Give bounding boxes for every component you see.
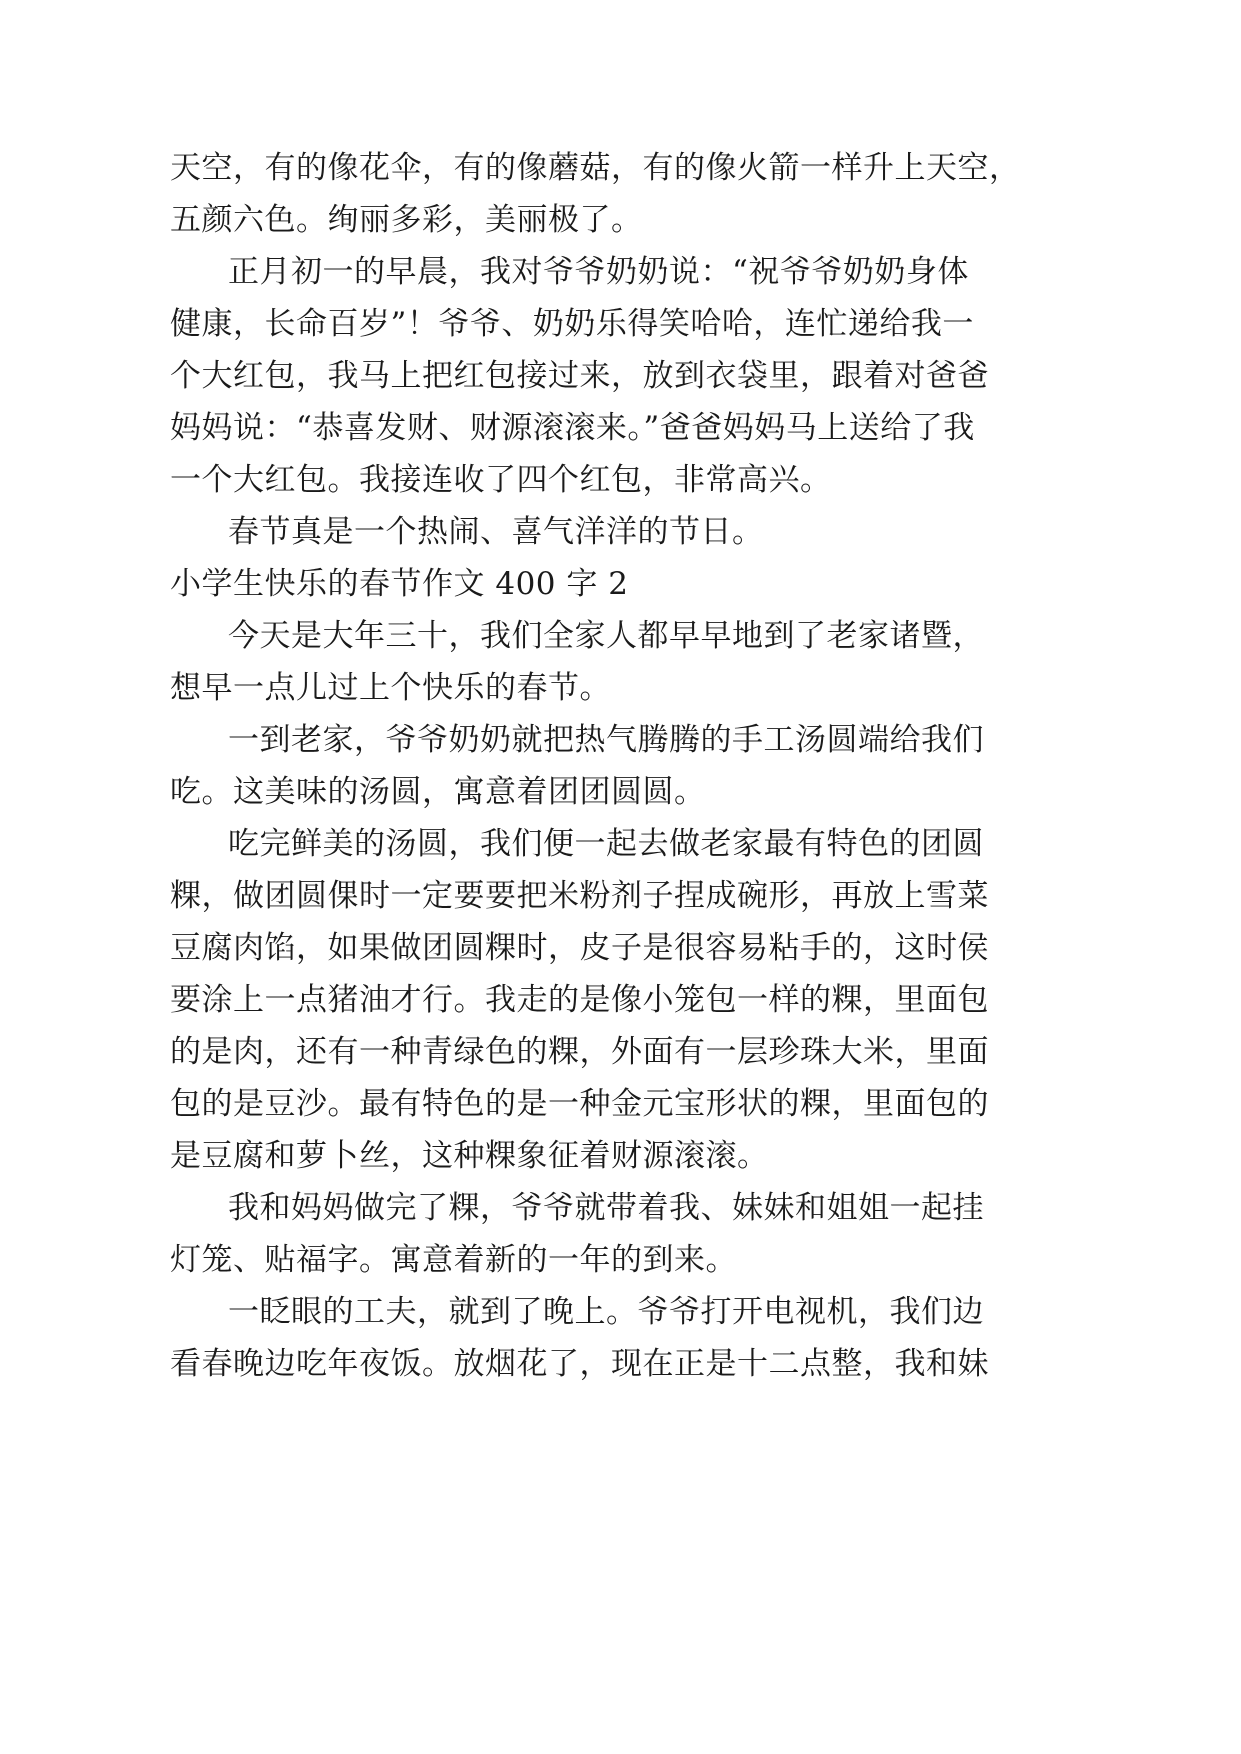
- body-text-line: 看春晚边吃年夜饭。放烟花了，现在正是十二点整，我和妹: [170, 1346, 989, 1382]
- body-text-line: 妈妈说：“恭喜发财、财源滚滚来。”爸爸妈妈马上送给了我: [170, 410, 975, 446]
- paragraph-first-line: 我和妈妈做完了粿，爷爷就带着我、妹妹和姐姐一起挂: [228, 1190, 984, 1226]
- body-text-line: 包的是豆沙。最有特色的是一种金元宝形状的粿，里面包的: [170, 1086, 989, 1122]
- paragraph-first-line: 春节真是一个热闹、喜气洋洋的节日。: [228, 514, 764, 550]
- body-text-line: 健康，长命百岁”！爷爷、奶奶乐得笑哈哈，连忙递给我一: [170, 306, 974, 342]
- body-text-line: 想早一点儿过上个快乐的春节。: [170, 670, 611, 706]
- body-text-line: 豆腐肉馅，如果做团圆粿时，皮子是很容易粘手的，这时侯: [170, 930, 989, 966]
- paragraph-first-line: 今天是大年三十，我们全家人都早早地到了老家诸暨，: [228, 618, 984, 654]
- body-text-line: 的是肉，还有一种青绿色的粿，外面有一层珍珠大米，里面: [170, 1034, 989, 1070]
- paragraph-first-line: 一到老家，爷爷奶奶就把热气腾腾的手工汤圆端给我们: [228, 722, 984, 758]
- body-text-line: 吃。这美味的汤圆，寓意着团团圆圆。: [170, 774, 706, 810]
- paragraph-first-line: 一眨眼的工夫，就到了晚上。爷爷打开电视机，我们边: [228, 1294, 984, 1330]
- body-text-line: 一个大红包。我接连收了四个红包，非常高兴。: [170, 462, 832, 498]
- paragraph-first-line: 吃完鲜美的汤圆，我们便一起去做老家最有特色的团圆: [228, 826, 984, 862]
- body-text-line: 灯笼、贴福字。寓意着新的一年的到来。: [170, 1242, 737, 1278]
- body-text-line: 天空，有的像花伞，有的像蘑菇，有的像火箭一样升上天空，: [170, 150, 1021, 186]
- body-text-line: 是豆腐和萝卜丝，这种粿象征着财源滚滚。: [170, 1138, 769, 1174]
- body-text-line: 个大红包，我马上把红包接过来，放到衣袋里，跟着对爸爸: [170, 358, 989, 394]
- body-text-line: 要涂上一点猪油才行。我走的是像小笼包一样的粿，里面包: [170, 982, 989, 1018]
- body-text-line: 粿，做团圆倮时一定要要把米粉剂子捏成碗形，再放上雪菜: [170, 878, 989, 914]
- section-heading: 小学生快乐的春节作文 400 字 2: [170, 566, 629, 602]
- paragraph-first-line: 正月初一的早晨，我对爷爷奶奶说：“祝爷爷奶奶身体: [228, 254, 969, 290]
- body-text-line: 五颜六色。绚丽多彩，美丽极了。: [170, 202, 643, 238]
